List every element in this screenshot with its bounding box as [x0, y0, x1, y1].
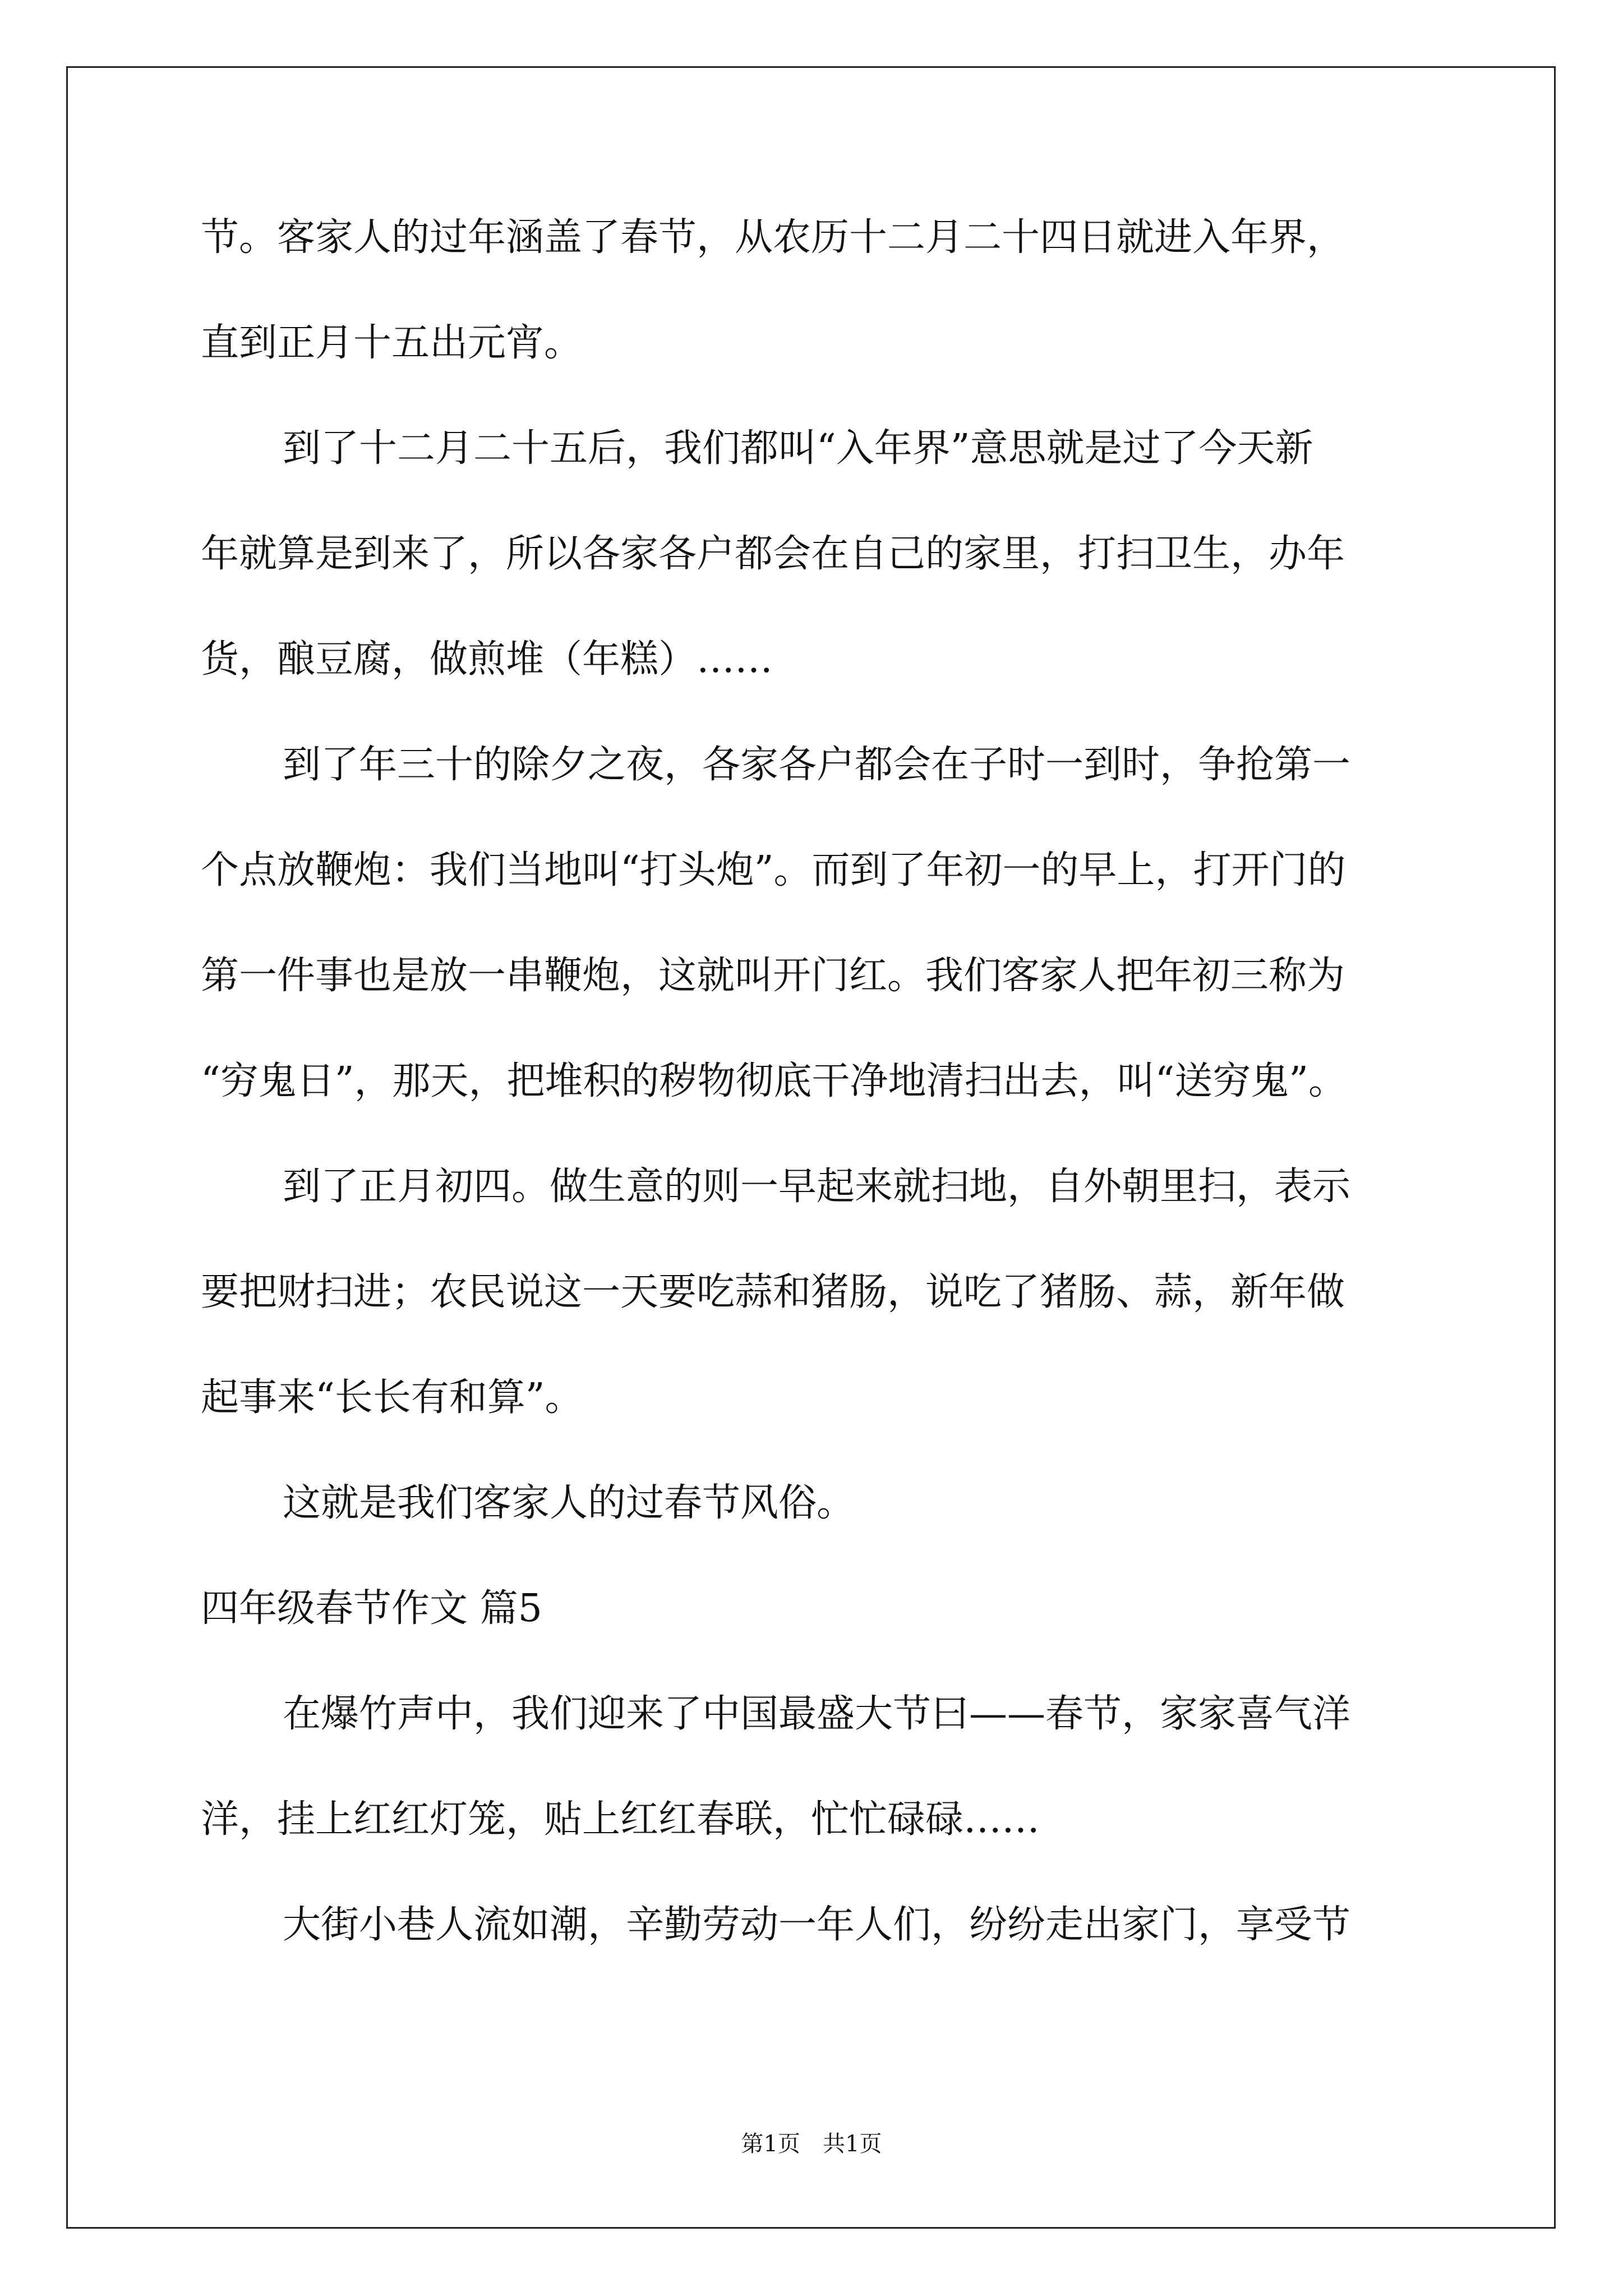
paragraph-start-line: 这就是我们客家人的过春节风俗。: [283, 1481, 855, 1525]
text-line: 节。客家人的过年涵盖了春节，从农历十二月二十四日就进入年界，: [201, 215, 1345, 260]
text-line: “穷鬼日”，那天，把堆积的秽物彻底干净地清扫出去，叫“送穷鬼”。: [201, 1059, 1347, 1103]
text-line: 个点放鞭炮：我们当地叫“打头炮”。而到了年初一的早上，打开门的: [201, 848, 1346, 892]
text-line: 货，酿豆腐，做煎堆（年糕）……: [201, 637, 773, 682]
paragraph-start-line: 在爆竹声中，我们迎来了中国最盛大节曰——春节，家家喜气洋: [283, 1692, 1351, 1736]
section-heading: 四年级春节作文 篇5: [201, 1586, 542, 1631]
text-line: 洋，挂上红红灯笼，贴上红红春联，忙忙碌碌……: [201, 1797, 1040, 1842]
page-footer: 第1页 共1页: [741, 2131, 882, 2157]
paragraph-start-line: 到了年三十的除夕之夜，各家各户都会在子时一到时，争抢第一: [283, 743, 1351, 787]
paragraph-start-line: 到了十二月二十五后，我们都叫“入年界”意思就是过了今天新: [283, 426, 1313, 471]
text-line: 年就算是到来了，所以各家各户都会在自己的家里，打扫卫生，办年: [201, 532, 1345, 576]
text-line: 第一件事也是放一串鞭炮，这就叫开门红。我们客家人把年初三称为: [201, 954, 1345, 998]
paragraph-start-line: 大街小巷人流如潮，辛勤劳动一年人们，纷纷走出家门，享受节: [283, 1903, 1351, 1947]
text-line: 直到正月十五出元宵。: [201, 321, 583, 365]
paragraph-start-line: 到了正月初四。做生意的则一早起来就扫地，自外朝里扫，表示: [283, 1165, 1351, 1209]
text-line: 起事来“长长有和算”。: [201, 1375, 583, 1420]
text-line: 要把财扫进；农民说这一天要吃蒜和猪肠，说吃了猪肠、蒜，新年做: [201, 1270, 1345, 1314]
